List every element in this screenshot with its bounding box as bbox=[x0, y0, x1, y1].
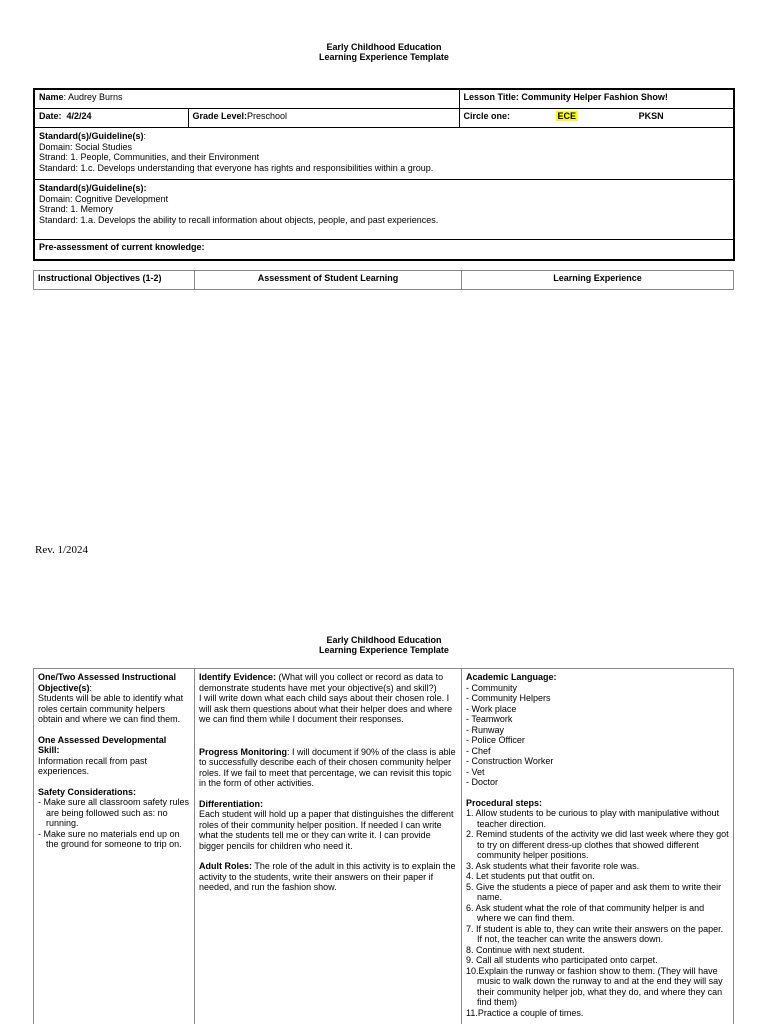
assessment-column bbox=[195, 669, 462, 1024]
name-label: Name bbox=[39, 92, 64, 102]
list-item: 3. Ask students what their favorite role was. bbox=[466, 860, 640, 871]
differentiation-text: Each student will hold up a paper that distinguishes the different roles of their community helper position. If needed I can write what the students tell me or they can write it. I can provide bigger pencils for children who need it. bbox=[199, 809, 454, 851]
standard-1: Standard(s)/Guideline(s): Domain: Social Studies Strand: 1. People, Communities, and their Environment Standard: 1.c. Develops understanding that everyone has rights and responsibilities within a group. bbox=[34, 128, 734, 180]
list-item: 11.Practice a couple of times. bbox=[466, 1007, 584, 1018]
safety-list bbox=[38, 797, 190, 850]
standard1-text: Standard: 1.c. Develops understanding that everyone has rights and responsibilities within a group. bbox=[39, 162, 434, 173]
objective-title: One/Two Assessed Instructional Objective(s) bbox=[38, 672, 177, 693]
academic-language-title: Academic Language: bbox=[466, 672, 557, 682]
procedural-steps-list bbox=[466, 808, 729, 1018]
standard-2 bbox=[34, 180, 734, 240]
list-item: - Make sure no materials end up on the ground for someone to trip on. bbox=[38, 829, 190, 850]
list-item: 8. Continue with next student. bbox=[466, 944, 585, 955]
list-item: - Vet bbox=[466, 767, 729, 778]
date-cell bbox=[34, 109, 188, 128]
date-value: 4/2/24 bbox=[66, 111, 92, 121]
circle-option-ece: ECE bbox=[557, 111, 577, 121]
list-item: - Doctor bbox=[466, 777, 729, 788]
learning-col-header: Learning Experience bbox=[462, 271, 734, 290]
date-label: Date: bbox=[39, 111, 62, 121]
assessment-col-header: Assessment of Student Learning bbox=[195, 271, 462, 290]
list-item: - Work place bbox=[466, 704, 729, 715]
list-item: - Construction Worker bbox=[466, 756, 729, 767]
list-item: - Police Officer bbox=[466, 735, 729, 746]
evidence-prompt: (What will you collect or record as data to demonstrate students have met your objective(s) and skill?) bbox=[199, 672, 444, 693]
header-line2: Learning Experience Template bbox=[319, 52, 449, 62]
standard1-label: Standard(s)/Guideline(s) bbox=[39, 131, 144, 141]
list-item: 2. Remind students of the activity we did last week where they got to try on different dress-up clothes that showed different community helper positions. bbox=[466, 829, 729, 860]
name-value: : Audrey Burns bbox=[63, 92, 123, 102]
list-item: 5. Give the students a piece of paper and ask them to write their name. bbox=[466, 881, 722, 902]
standard2-text: Standard: 1.a. Develops the ability to recall information about objects, people, and past experiences. bbox=[39, 214, 439, 225]
list-item: - Runway bbox=[466, 725, 729, 736]
grade-label: Grade Level: bbox=[192, 111, 248, 121]
adult-roles-text: The role of the adult in this activity is to explain the activity to the students, write their answers on their paper if needed, and run the fashion show. bbox=[199, 861, 456, 892]
dev-skill-title: One Assessed Developmental Skill: bbox=[38, 734, 167, 755]
lesson-plan-table bbox=[33, 668, 734, 1024]
list-item: - Community bbox=[466, 683, 729, 694]
list-item: 6. Ask student what the role of that community helper is and where we can find them. bbox=[466, 902, 705, 923]
procedural-steps-title: Procedural steps: bbox=[466, 797, 543, 808]
grade-cell bbox=[188, 109, 459, 128]
page2-header bbox=[0, 635, 768, 655]
standard1-domain: Domain: Social Studies bbox=[39, 141, 133, 152]
list-item: 4. Let students put that outfit on. bbox=[466, 871, 595, 881]
lesson-title: Lesson Title: Community Helper Fashion Show! bbox=[459, 89, 734, 109]
preassessment: Pre-assessment of current knowledge: bbox=[34, 240, 734, 261]
standard1-strand: Strand: 1. People, Communities, and their Environment bbox=[39, 152, 260, 162]
objectives-col-header: Instructional Objectives (1-2) bbox=[34, 271, 195, 290]
list-item: - Make sure all classroom safety rules are being followed such as: no running. bbox=[38, 797, 190, 829]
list-item: 7. If student is able to, they can write their answers on the paper. If not, the teacher can write the answers down. bbox=[466, 923, 724, 944]
safety-title: Safety Considerations: bbox=[38, 786, 137, 797]
circle-label: Circle one: bbox=[463, 111, 511, 121]
name-cell bbox=[34, 89, 459, 109]
evidence-text: I will write down what each child says about their chosen role. I will ask them questions about what their helper does and where we can find them while I document their responses. bbox=[199, 693, 453, 724]
revision-note: Rev. 1/2024 bbox=[35, 544, 89, 556]
academic-language-list bbox=[466, 683, 729, 788]
list-item: 9. Call all students who participated onto carpet. bbox=[466, 955, 658, 965]
header-line1: Early Childhood Education bbox=[326, 42, 442, 52]
lesson-info-table bbox=[33, 88, 735, 261]
objectives-header-table bbox=[33, 270, 734, 290]
grade-value: Preschool bbox=[247, 111, 288, 121]
evidence-title: Identify Evidence: bbox=[199, 672, 277, 682]
standard2-label: Standard(s)/Guideline(s): bbox=[39, 183, 147, 193]
objective-text: Students will be able to identify what roles certain community helpers obtain and where we can find them. bbox=[38, 693, 184, 724]
dev-skill-text: Information recall from past experiences. bbox=[38, 755, 148, 776]
list-item: - Community Helpers bbox=[466, 693, 729, 704]
standard2-strand: Strand: 1. Memory bbox=[39, 204, 114, 214]
list-item: 1. Allow students to be curious to play with manipulative without teacher direction. bbox=[466, 808, 720, 829]
differentiation-title: Differentiation: bbox=[199, 798, 263, 809]
learning-column bbox=[462, 669, 734, 1024]
list-item: - Teamwork bbox=[466, 714, 729, 725]
progress-title: Progress Monitoring bbox=[199, 746, 288, 757]
page1-header bbox=[0, 42, 768, 62]
list-item: - Chef bbox=[466, 746, 729, 757]
adult-roles-title: Adult Roles: bbox=[199, 861, 252, 871]
circle-option-pksn: PKSN bbox=[638, 111, 664, 121]
header-line2: Learning Experience Template bbox=[319, 645, 449, 655]
list-item: 10.Explain the runway or fashion show to them. (They will have music to walk down the runway to and at the end they will say their community helper job, what they do, and where they can find them) bbox=[466, 965, 723, 1007]
progress-text: : I will document if 90% of the class is able to successfully describe each of their chosen community helper roles. If we fail to meet that percentage, we can revisit this topic in the form of other activities. bbox=[199, 746, 456, 788]
header-line1: Early Childhood Education bbox=[326, 635, 442, 645]
standard2-domain: Domain: Cognitive Development bbox=[39, 193, 169, 204]
objectives-column: One/Two Assessed Instructional Objective(s): Students will be able to identify what roles certain community helpers obtain and where we can find them. One Assessed Developmental Skill: Information recall from past experiences. Safety Considerations: - Make sure all classroom safety rules are being followed such as: no running. - Make sure no materials end up on the ground for someone to trip on. bbox=[34, 669, 195, 1024]
circle-cell bbox=[459, 109, 734, 128]
